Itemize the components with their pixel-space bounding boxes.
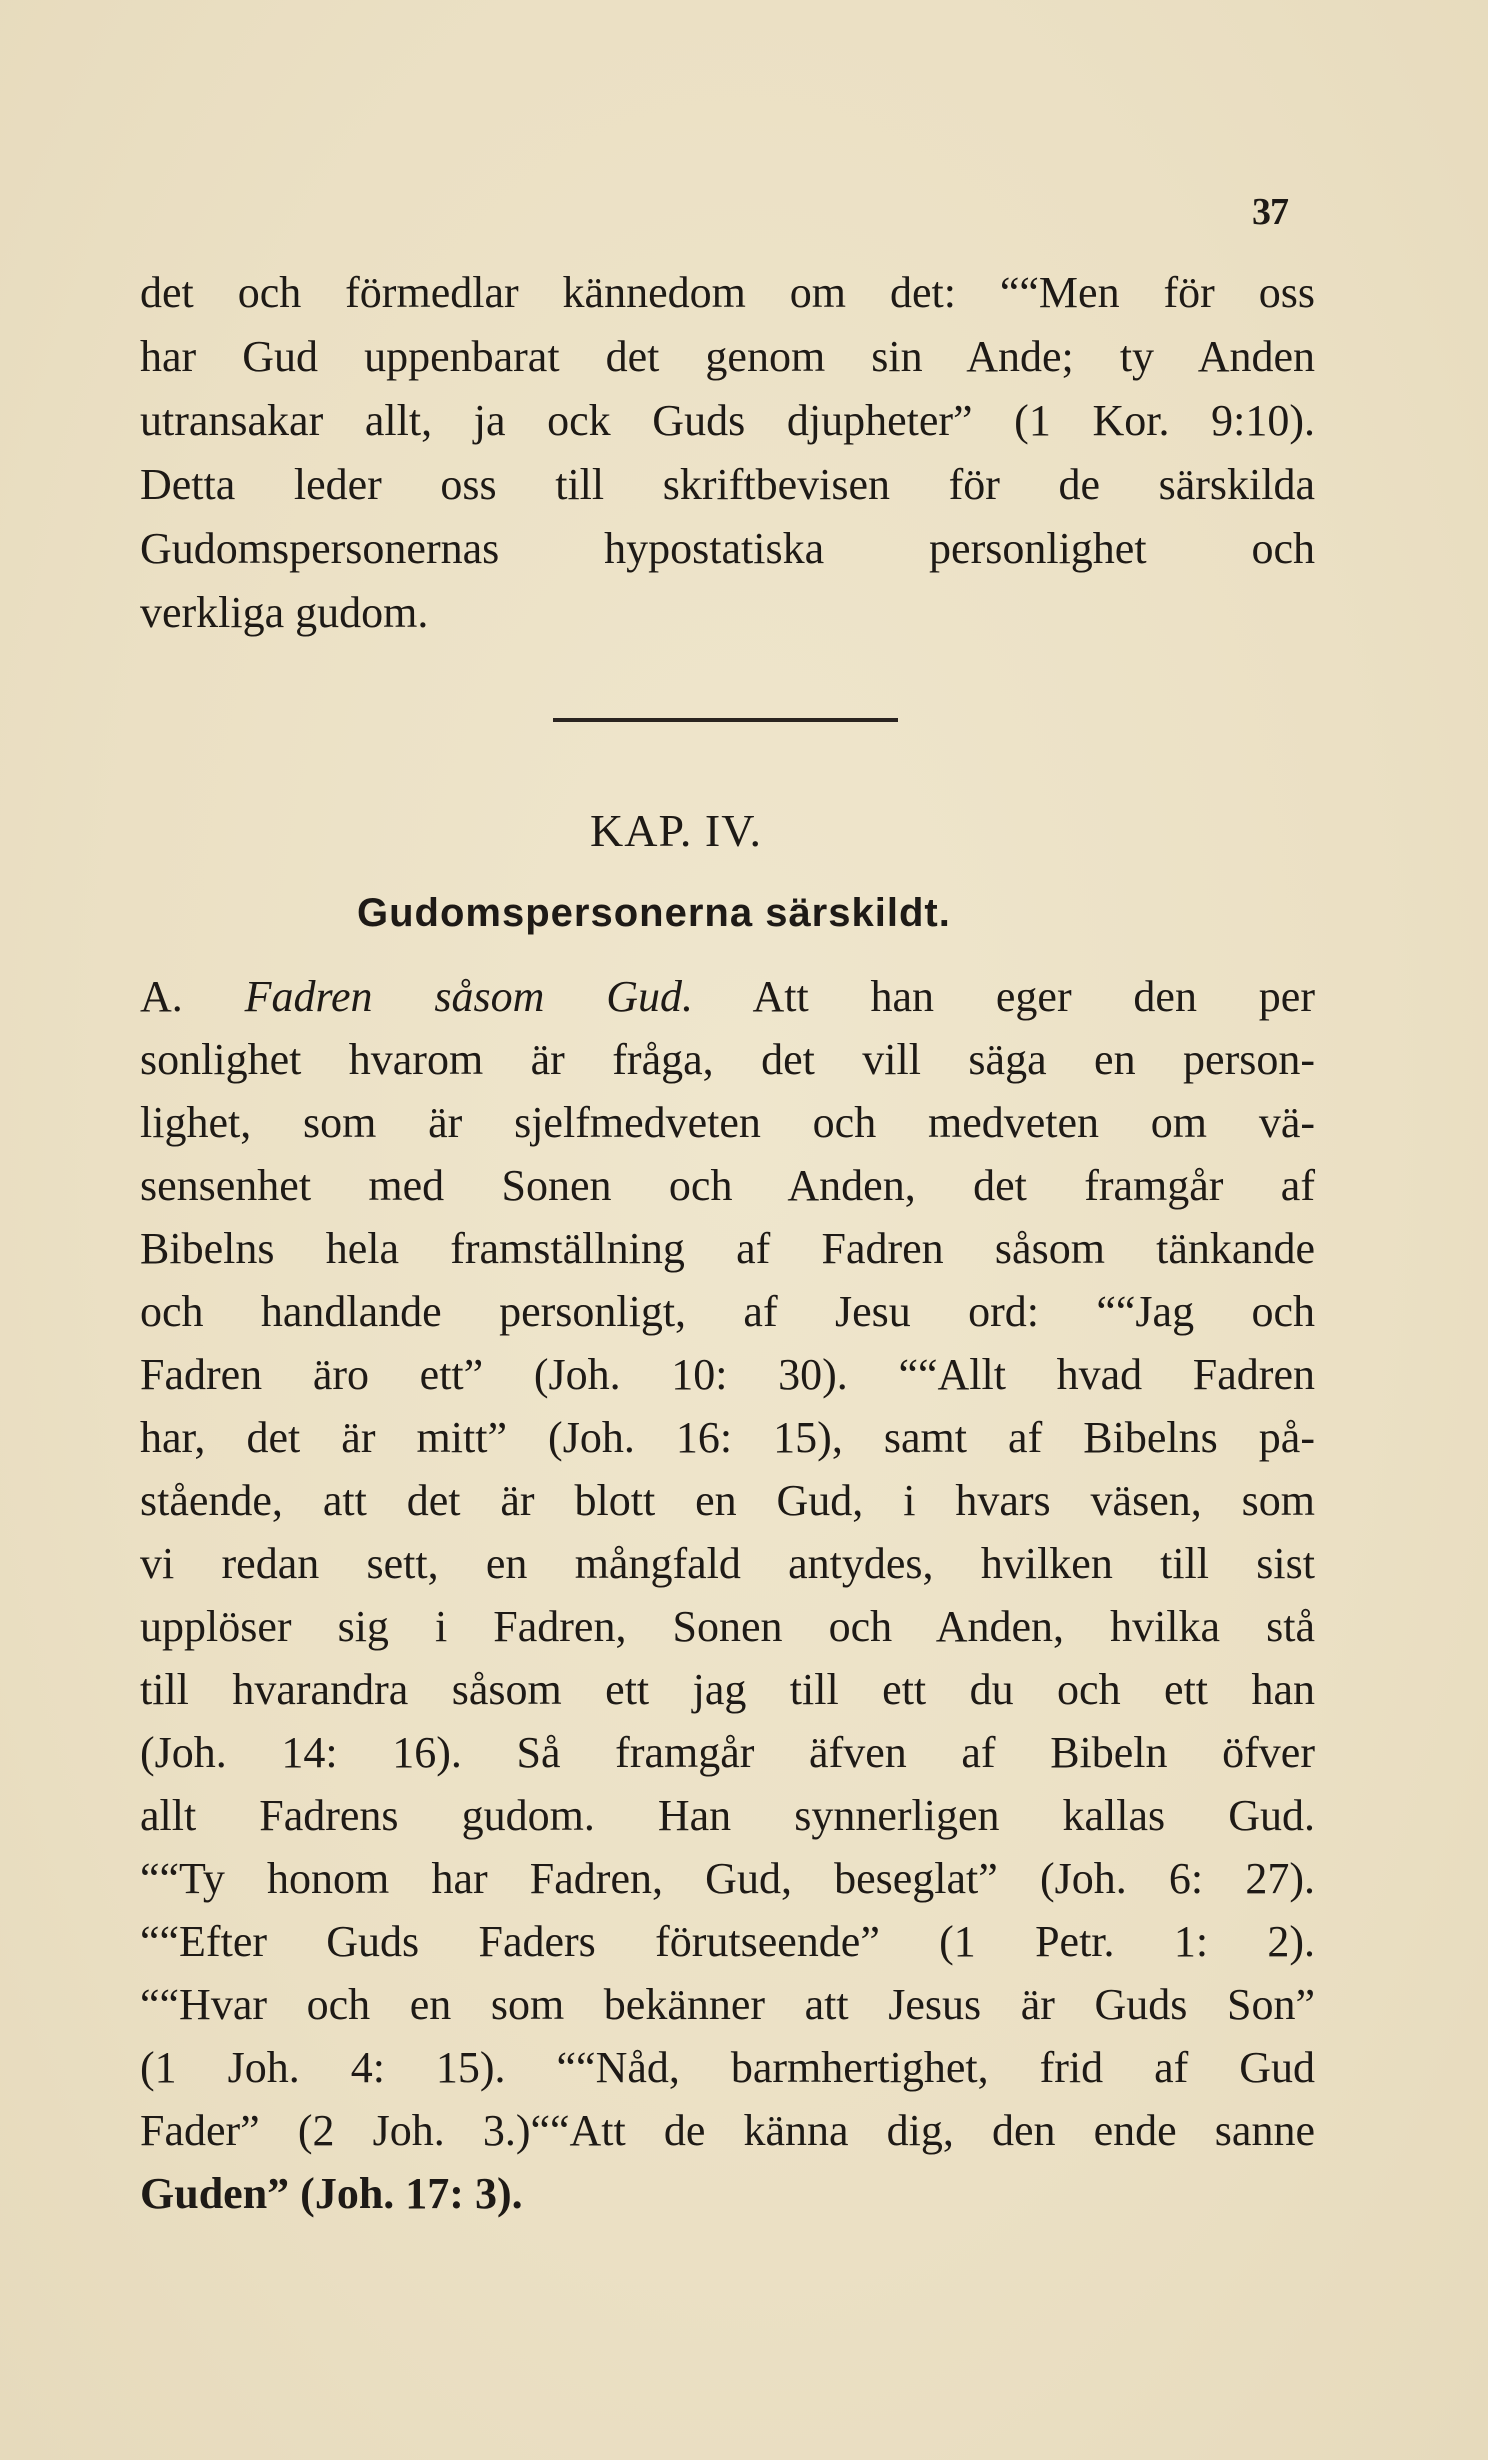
chapter-heading: KAP. IV. [590, 805, 763, 856]
body-line: lighet, som är sjelfmedveten och medveten om vä- [140, 1098, 1315, 1147]
body-line: sonlighet hvarom är fråga, det vill säga en person- [140, 1035, 1315, 1084]
intro-line: utransakar allt, ja ock Guds djupheter” (1 Kor. 9:10). [140, 396, 1315, 445]
body-line: har, det är mitt” (Joh. 16: 15), samt af Bibelns på- [140, 1413, 1315, 1462]
body-line: upplöser sig i Fadren, Sonen och Anden, hvilka stå [140, 1602, 1315, 1651]
body-line: ““Ty honom har Fadren, Gud, beseglat” (Joh. 6: 27). [140, 1854, 1315, 1903]
chapter-title: Gudomspersonerna särskildt. [357, 891, 951, 935]
body-line: ““Hvar och en som bekänner att Jesus är Guds Son” [140, 1980, 1315, 2029]
page-number: 37 [1252, 191, 1288, 233]
intro-line: har Gud uppenbarat det genom sin Ande; ty Anden [140, 332, 1315, 381]
body-line: (Joh. 14: 16). Så framgår äfven af Bibeln öfver [140, 1728, 1315, 1777]
section-first-line [140, 966, 1315, 1028]
section-letter: A. [140, 972, 183, 1021]
body-line: Fadren äro ett” (Joh. 10: 30). ““Allt hvad Fadren [140, 1350, 1315, 1399]
section-title: Fadren såsom Gud. [244, 972, 694, 1021]
intro-line: verkliga gudom. [140, 588, 429, 637]
body-line: (1 Joh. 4: 15). ““Nåd, barmhertighet, frid af Gud [140, 2043, 1315, 2092]
body-line: sensenhet med Sonen och Anden, det framgår af [140, 1161, 1315, 1210]
intro-line: Gudomspersonernas hypostatiska personlighet och [140, 524, 1315, 573]
body-line: vi redan sett, en mångfald antydes, hvilken till sist [140, 1539, 1315, 1588]
body-line: ““Efter Guds Faders förutseende” (1 Petr. 1: 2). [140, 1917, 1315, 1966]
body-line: allt Fadrens gudom. Han synnerligen kallas Gud. [140, 1791, 1315, 1840]
body-line: Bibelns hela framställning af Fadren såsom tänkande [140, 1224, 1315, 1273]
body-line: Fader” (2 Joh. 3.)““Att de känna dig, den ende sanne [140, 2106, 1315, 2155]
intro-line: Detta leder oss till skriftbevisen för de särskilda [140, 460, 1315, 509]
body-line: och handlande personligt, af Jesu ord: ““Jag och [140, 1287, 1315, 1336]
intro-line: det och förmedlar kännedom om det: ““Men för oss [140, 268, 1315, 317]
section-divider [553, 718, 898, 722]
section-first-line-text: Att han eger den per [752, 972, 1315, 1021]
body-line: stående, att det är blott en Gud, i hvars väsen, som [140, 1476, 1315, 1525]
body-line: Guden” (Joh. 17: 3). [140, 2169, 523, 2218]
body-line: till hvarandra såsom ett jag till ett du och ett han [140, 1665, 1315, 1714]
